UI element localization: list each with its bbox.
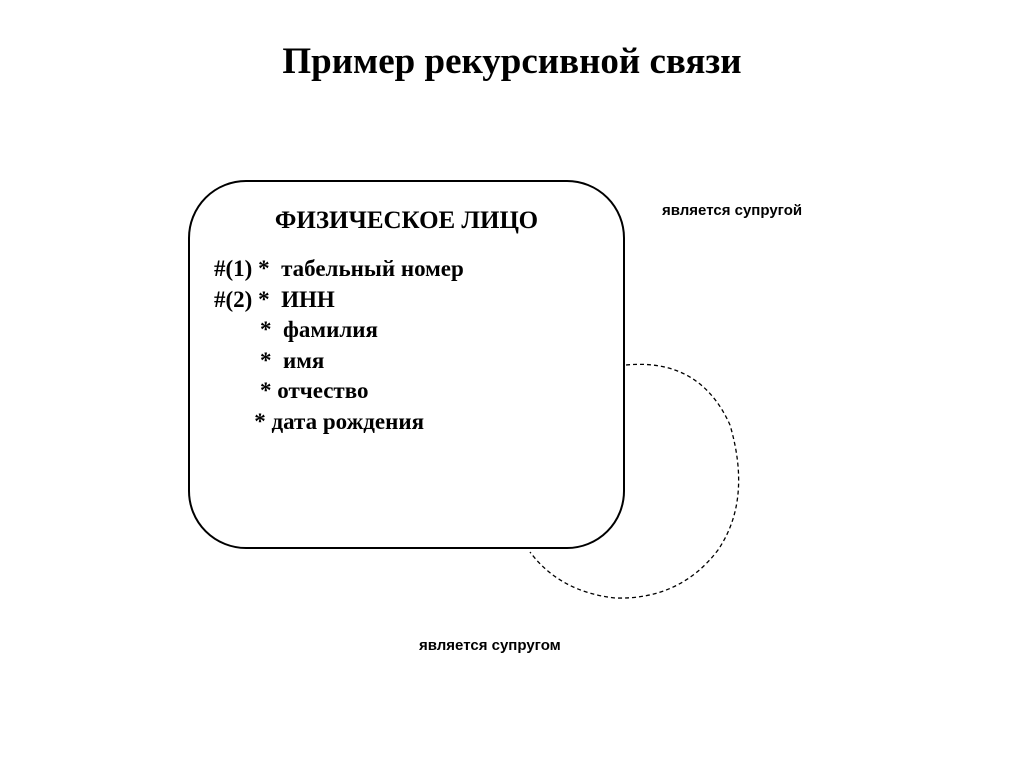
role-label-wife: является супругой bbox=[662, 202, 803, 219]
attribute-item: #(1) * табельный номер bbox=[214, 256, 464, 281]
attribute-item: * отчество bbox=[214, 378, 369, 403]
attribute-item: * дата рождения bbox=[214, 408, 425, 434]
attribute-list bbox=[214, 254, 464, 437]
slide-title: Пример рекурсивной связи bbox=[282, 41, 742, 82]
attribute-item: * имя bbox=[214, 347, 325, 373]
attribute-item: #(2) * ИНН bbox=[214, 286, 335, 312]
attribute-item: * фамилия bbox=[214, 317, 378, 342]
entity-name: ФИЗИЧЕСКОЕ ЛИЦО bbox=[274, 207, 539, 234]
role-label-husband: является супругом bbox=[419, 637, 561, 654]
entity-box bbox=[188, 180, 625, 549]
